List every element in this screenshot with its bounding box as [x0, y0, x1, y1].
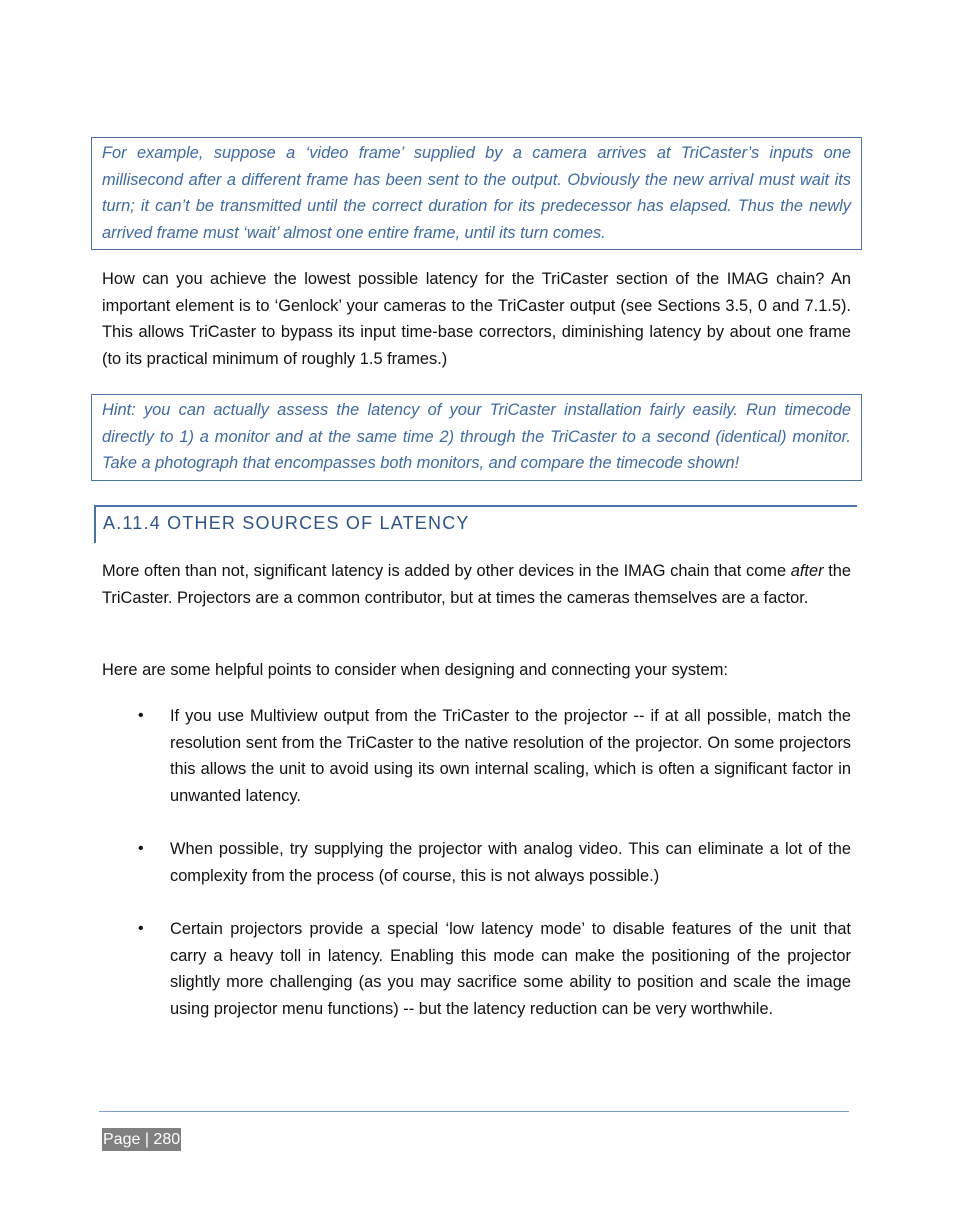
paragraph-text-end: the TriCaster. Projectors are a common contributor, but at times the cameras themselves are a factor.	[102, 562, 852, 607]
bullet-icon: •	[138, 920, 144, 937]
list-item-text: Certain projectors provide a special ‘low latency mode’ to disable features of the unit that carry a heavy toll in latency. Enabling this mode can make the positioning of the projector slightly more challenging (as you may sacrifice some ability to position and scale the image using projector menu functions) -- but the latency reduction can be very worthwhile.	[170, 920, 851, 1018]
list-item-text: When possible, try supplying the projector with analog video. This can eliminate a lot of the complexity from the process (of course, this is not always possible.)	[170, 840, 851, 885]
example-note-text: For example, suppose a ‘video frame’ supplied by a camera arrives at TriCaster’s inputs one millisecond after a different frame has been sent to the output. Obviously the new arrival must wait its turn; it can’t be transmitted until the correct duration for its predecessor has elapsed. Thus the newly arrived frame must ‘wait’ almost one entire frame, until its turn comes.	[102, 144, 851, 242]
emphasis-after: after	[790, 562, 824, 580]
paragraph-text-start: More often than not, significant latency is added by other devices in the IMAG chain that come	[102, 562, 791, 580]
list-item	[102, 703, 851, 809]
list-item-text: If you use Multiview output from the TriCaster to the projector -- if at all possible, match the resolution sent from the TriCaster to the native resolution of the projector. On some projectors this allows the unit to avoid using its own internal scaling, which is often a significant factor in unwanted latency.	[170, 707, 851, 805]
list-item	[102, 916, 851, 1022]
tips-list	[102, 703, 851, 1049]
hint-note-box	[91, 394, 862, 481]
helpful-points-intro: Here are some helpful points to consider when designing and connecting your system:	[102, 661, 728, 679]
hint-note-text: Hint: you can actually assess the latency of your TriCaster installation fairly easily. Run timecode directly to 1) a monitor and at the same time 2) through the TriCaster to a second (identical) monitor. Take a photograph that encompasses both monitors, and compare the timecode shown!	[102, 401, 851, 472]
page-number: Page | 280	[102, 1128, 181, 1151]
bullet-icon: •	[138, 707, 144, 724]
section-heading-frame	[94, 505, 857, 543]
example-note-box	[91, 137, 862, 250]
other-sources-paragraph	[102, 558, 851, 611]
genlock-paragraph: How can you achieve the lowest possible latency for the TriCaster section of the IMAG chain? An important element is to ‘Genlock’ your cameras to the TriCaster output (see Sections 3.5, 0 and 7.1.5). This allows TriCaster to bypass its input time-base correctors, diminishing latency by about one frame (to its practical minimum of roughly 1.5 frames.)	[102, 270, 851, 368]
footer-divider	[99, 1111, 849, 1112]
list-item	[102, 836, 851, 889]
section-heading: A.11.4 OTHER SOURCES OF LATENCY	[103, 513, 470, 533]
bullet-icon: •	[138, 840, 144, 857]
